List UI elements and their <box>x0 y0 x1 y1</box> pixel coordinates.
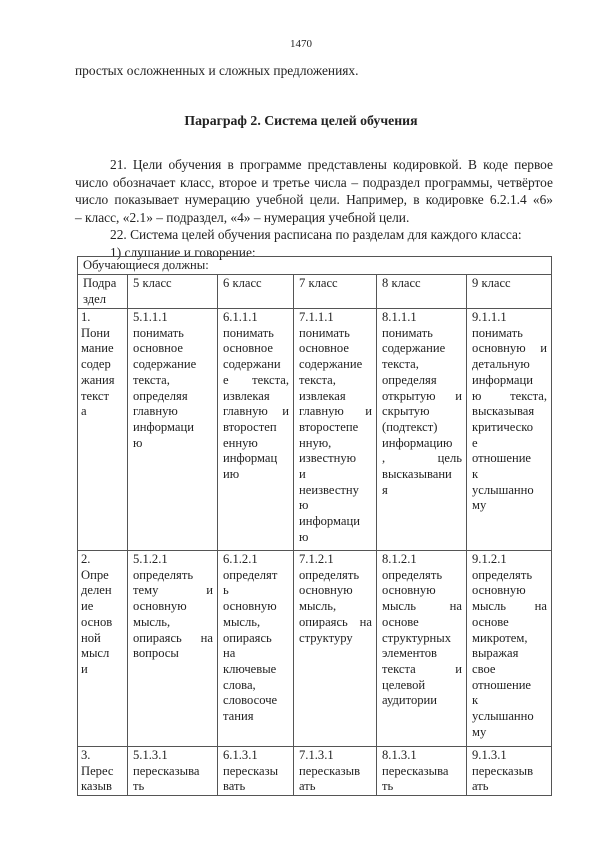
cell-text-line: ть <box>133 779 145 794</box>
cell-text-line: определять <box>472 567 533 582</box>
cell-text-line: к <box>472 693 479 708</box>
cell-text-line: понимать <box>299 325 350 340</box>
cell-text-line: 1. <box>81 310 91 324</box>
cell-text-line: целевой <box>382 677 426 692</box>
table-caption: Обучающиеся должны: <box>78 257 552 275</box>
section-cell <box>78 309 128 551</box>
paragraph-line: число показывает нумерацию учебной цели. Например, в кодировке 6.2.1.4 «6» <box>75 192 553 207</box>
cell-text-line: тания <box>223 709 254 724</box>
cell-text-line: извлекая <box>223 388 270 403</box>
section-cell <box>78 551 128 747</box>
cell-text-line: 7.1.2.1 <box>299 552 334 566</box>
cell-text-line: 8.1.3.1 <box>382 748 417 762</box>
cell-text-line: определяя <box>133 388 188 403</box>
cell-text-line: понимать <box>382 325 433 340</box>
cell-text-line: тему и <box>133 583 213 598</box>
cell-text-line: му <box>472 724 487 739</box>
cell-text-line: структуру <box>299 630 353 645</box>
cell-text-line: содержание <box>299 357 363 372</box>
cell-text-line: енную <box>223 435 258 450</box>
table-caption-row <box>78 257 552 275</box>
paragraph-line: – класс, «2.1» – подраздел, «4» – нумерация учебной цели. <box>75 209 410 225</box>
cell-text-line: известную <box>299 451 357 466</box>
cell-text-line: детальную <box>472 357 530 372</box>
cell-text-line: текста, <box>299 372 336 387</box>
goal-cell-grade-8 <box>377 551 467 747</box>
cell-text-line: 9.1.3.1 <box>472 748 507 762</box>
table-row <box>78 747 552 796</box>
page-number: 1470 <box>290 38 312 50</box>
cell-text-line: основе <box>382 614 419 629</box>
cell-text-line: основное <box>299 341 349 356</box>
paragraph-line: 21. Цели обучения в программе представлены кодировкой. В коде первое <box>110 157 553 172</box>
cell-text-line: содержани <box>223 357 281 372</box>
header-grade-9: 9 класс <box>467 275 552 309</box>
goal-cell-grade-8 <box>377 747 467 796</box>
header-grade-6: 6 класс <box>218 275 294 309</box>
cell-text-line: информаци <box>472 372 533 387</box>
cell-text-line: 5.1.1.1 <box>133 310 168 324</box>
cell-text-line: отношение <box>472 451 532 466</box>
cell-text-line: словосоче <box>223 693 278 708</box>
cell-text-line: 9.1.2.1 <box>472 552 507 566</box>
cell-text-line: выражая <box>472 646 519 661</box>
cell-text-line: пересказыва <box>382 763 449 778</box>
cell-text-line: основную и <box>472 341 547 356</box>
cell-text-line: ю текста, <box>472 388 547 403</box>
cell-text-line: основную <box>382 583 436 598</box>
cell-text-line: высказывани <box>382 467 452 482</box>
cell-text-line: элементов <box>382 646 437 661</box>
section-heading: Параграф 2. Система целей обучения <box>184 113 418 128</box>
cell-text-line: мысль, <box>133 614 171 629</box>
cell-text-line: неизвестну <box>299 482 359 497</box>
cell-text-line: текста, <box>382 357 419 372</box>
paragraph-line: число обозначает класс, второе и третье числа – подраздел программы, четвёртое <box>75 174 553 190</box>
cell-text-line: 2. <box>81 552 91 566</box>
cell-text-line: мысль, <box>299 599 337 614</box>
cell-text-line: пересказы <box>223 763 279 778</box>
cell-text-line: пересказыв <box>299 763 361 778</box>
cell-text-line: критическо <box>472 419 534 434</box>
cell-text-line: основное <box>223 341 273 356</box>
cell-text-line: ь <box>223 583 229 598</box>
cell-text-line: казыв <box>81 779 112 794</box>
header-grade-8: 8 класс <box>377 275 467 309</box>
cell-text-line: е текста, <box>223 372 289 387</box>
cell-text-line: мание <box>81 341 114 356</box>
cell-text-line: ать <box>299 779 316 794</box>
goal-cell-grade-8 <box>377 309 467 551</box>
cell-text-line: отношение <box>472 677 532 692</box>
cell-text-line: 5.1.3.1 <box>133 748 168 762</box>
goal-cell-grade-9 <box>467 309 552 551</box>
goal-cell-grade-5 <box>128 551 218 747</box>
cell-text-line: нную, <box>299 435 332 450</box>
cell-text-line: Перес <box>81 763 114 778</box>
paragraph-21 <box>75 156 553 261</box>
cell-text-line: определять <box>133 567 194 582</box>
cell-text-line: услышанно <box>472 482 534 497</box>
cell-text-line: основ <box>81 614 113 629</box>
cell-text-line: 7.1.1.1 <box>299 310 334 324</box>
cell-text-line: , цель <box>382 451 462 466</box>
cell-text-line: 9.1.1.1 <box>472 310 507 324</box>
continuation-line: простых осложненных и сложных предложениях. <box>75 63 359 78</box>
cell-text-line: е <box>472 435 478 450</box>
cell-text-line: 6.1.1.1 <box>223 310 258 324</box>
cell-text-line: опираясь <box>223 630 272 645</box>
cell-text-line: 6.1.2.1 <box>223 552 258 566</box>
cell-text-line: определят <box>223 567 278 582</box>
cell-text-line: мысль на <box>472 599 547 614</box>
cell-text-line: мысль, <box>223 614 261 629</box>
cell-text-line: скрытую <box>382 404 430 419</box>
cell-text-line: 7.1.3.1 <box>299 748 334 762</box>
goal-cell-grade-5 <box>128 309 218 551</box>
cell-text-line: основную <box>472 583 526 598</box>
cell-text-line: информаци <box>299 514 360 529</box>
cell-text-line: слова, <box>223 677 256 692</box>
goal-cell-grade-7 <box>294 747 377 796</box>
cell-text-line: к <box>472 467 479 482</box>
cell-text-line: 6.1.3.1 <box>223 748 258 762</box>
cell-text-line: опираясь на <box>133 630 213 645</box>
cell-text-line: основное <box>133 341 183 356</box>
cell-text-line: высказывая <box>472 404 535 419</box>
cell-text-line: и <box>299 467 306 482</box>
cell-text-line: понимать <box>472 325 523 340</box>
cell-text-line: услышанно <box>472 709 534 724</box>
cell-text-line: определять <box>382 567 443 582</box>
goal-cell-grade-6 <box>218 747 294 796</box>
cell-text-line: ной <box>81 630 101 645</box>
cell-text-line: я <box>382 482 388 497</box>
cell-text-line: информацию <box>382 435 453 450</box>
header-section: Подра здел <box>78 275 128 309</box>
cell-text-line: ю <box>299 498 309 513</box>
cell-text-line: главную и <box>299 404 372 419</box>
cell-text-line: мысль на <box>382 599 462 614</box>
cell-text-line: пересказыв <box>472 763 534 778</box>
cell-text-line: ключевые <box>223 661 277 676</box>
cell-text-line: информац <box>223 451 278 466</box>
goal-cell-grade-7 <box>294 551 377 747</box>
cell-text-line: аудитории <box>382 693 438 708</box>
goal-cell-grade-9 <box>467 747 552 796</box>
cell-text-line: второстеп <box>223 419 277 434</box>
cell-text-line: извлекая <box>299 388 346 403</box>
goal-cell-grade-6 <box>218 551 294 747</box>
cell-text-line: вать <box>223 779 246 794</box>
cell-text-line: 5.1.2.1 <box>133 552 168 566</box>
goal-cell-grade-6 <box>218 309 294 551</box>
cell-text-line: текста и <box>382 661 462 676</box>
cell-text-line: опираясь на <box>299 614 372 629</box>
cell-text-line: определяя <box>382 372 437 387</box>
cell-text-line: ю <box>133 435 143 450</box>
cell-text-line: открытую и <box>382 388 462 403</box>
table-row <box>78 309 552 551</box>
cell-text-line: ю <box>299 529 309 544</box>
table-header-row <box>78 275 552 309</box>
cell-text-line: и <box>81 661 88 676</box>
cell-text-line: ию <box>223 467 240 482</box>
cell-text-line: а <box>81 404 87 419</box>
list-item-1: 1) слушание и говорение: <box>110 244 256 260</box>
cell-text-line: 3. <box>81 748 91 762</box>
cell-text-line: текст <box>81 388 109 403</box>
cell-text-line: содержание <box>382 341 446 356</box>
cell-text-line: основную <box>133 599 187 614</box>
cell-text-line: главную <box>133 404 178 419</box>
cell-text-line: основную <box>299 583 353 598</box>
cell-text-line: второстепе <box>299 419 359 434</box>
header-grade-7: 7 класс <box>294 275 377 309</box>
cell-text-line: основную <box>223 599 277 614</box>
goal-cell-grade-7 <box>294 309 377 551</box>
header-grade-5: 5 класс <box>128 275 218 309</box>
goal-cell-grade-5 <box>128 747 218 796</box>
cell-text-line: микротем, <box>472 630 528 645</box>
cell-text-line: 8.1.2.1 <box>382 552 417 566</box>
cell-text-line: главную и <box>223 404 289 419</box>
cell-text-line: ие <box>81 599 94 614</box>
cell-text-line: содержание <box>133 357 197 372</box>
cell-text-line: ть <box>382 779 394 794</box>
cell-text-line: свое <box>472 661 496 676</box>
cell-text-line: мысл <box>81 646 110 661</box>
paragraph-22: 22. Система целей обучения расписана по разделам для каждого класса: <box>110 227 522 242</box>
cell-text-line: му <box>472 498 487 513</box>
cell-text-line: делен <box>81 583 112 598</box>
cell-text-line: пересказыва <box>133 763 200 778</box>
cell-text-line: вопросы <box>133 646 179 661</box>
cell-text-line: текста, <box>133 372 170 387</box>
cell-text-line: структурных <box>382 630 452 645</box>
goal-cell-grade-9 <box>467 551 552 747</box>
cell-text-line: жания <box>81 372 115 387</box>
cell-text-line: Опре <box>81 567 109 582</box>
cell-text-line: информаци <box>133 419 194 434</box>
cell-text-line: 8.1.1.1 <box>382 310 417 324</box>
cell-text-line: ать <box>472 779 489 794</box>
section-cell <box>78 747 128 796</box>
cell-text-line: (подтекст) <box>382 419 438 434</box>
table-row <box>78 551 552 747</box>
cell-text-line: понимать <box>133 325 184 340</box>
cell-text-line: Пони <box>81 325 110 340</box>
learning-goals-table <box>77 256 552 796</box>
cell-text-line: содер <box>81 357 111 372</box>
cell-text-line: понимать <box>223 325 274 340</box>
cell-text-line: определять <box>299 567 360 582</box>
cell-text-line: основе <box>472 614 509 629</box>
cell-text-line: на <box>223 646 236 661</box>
